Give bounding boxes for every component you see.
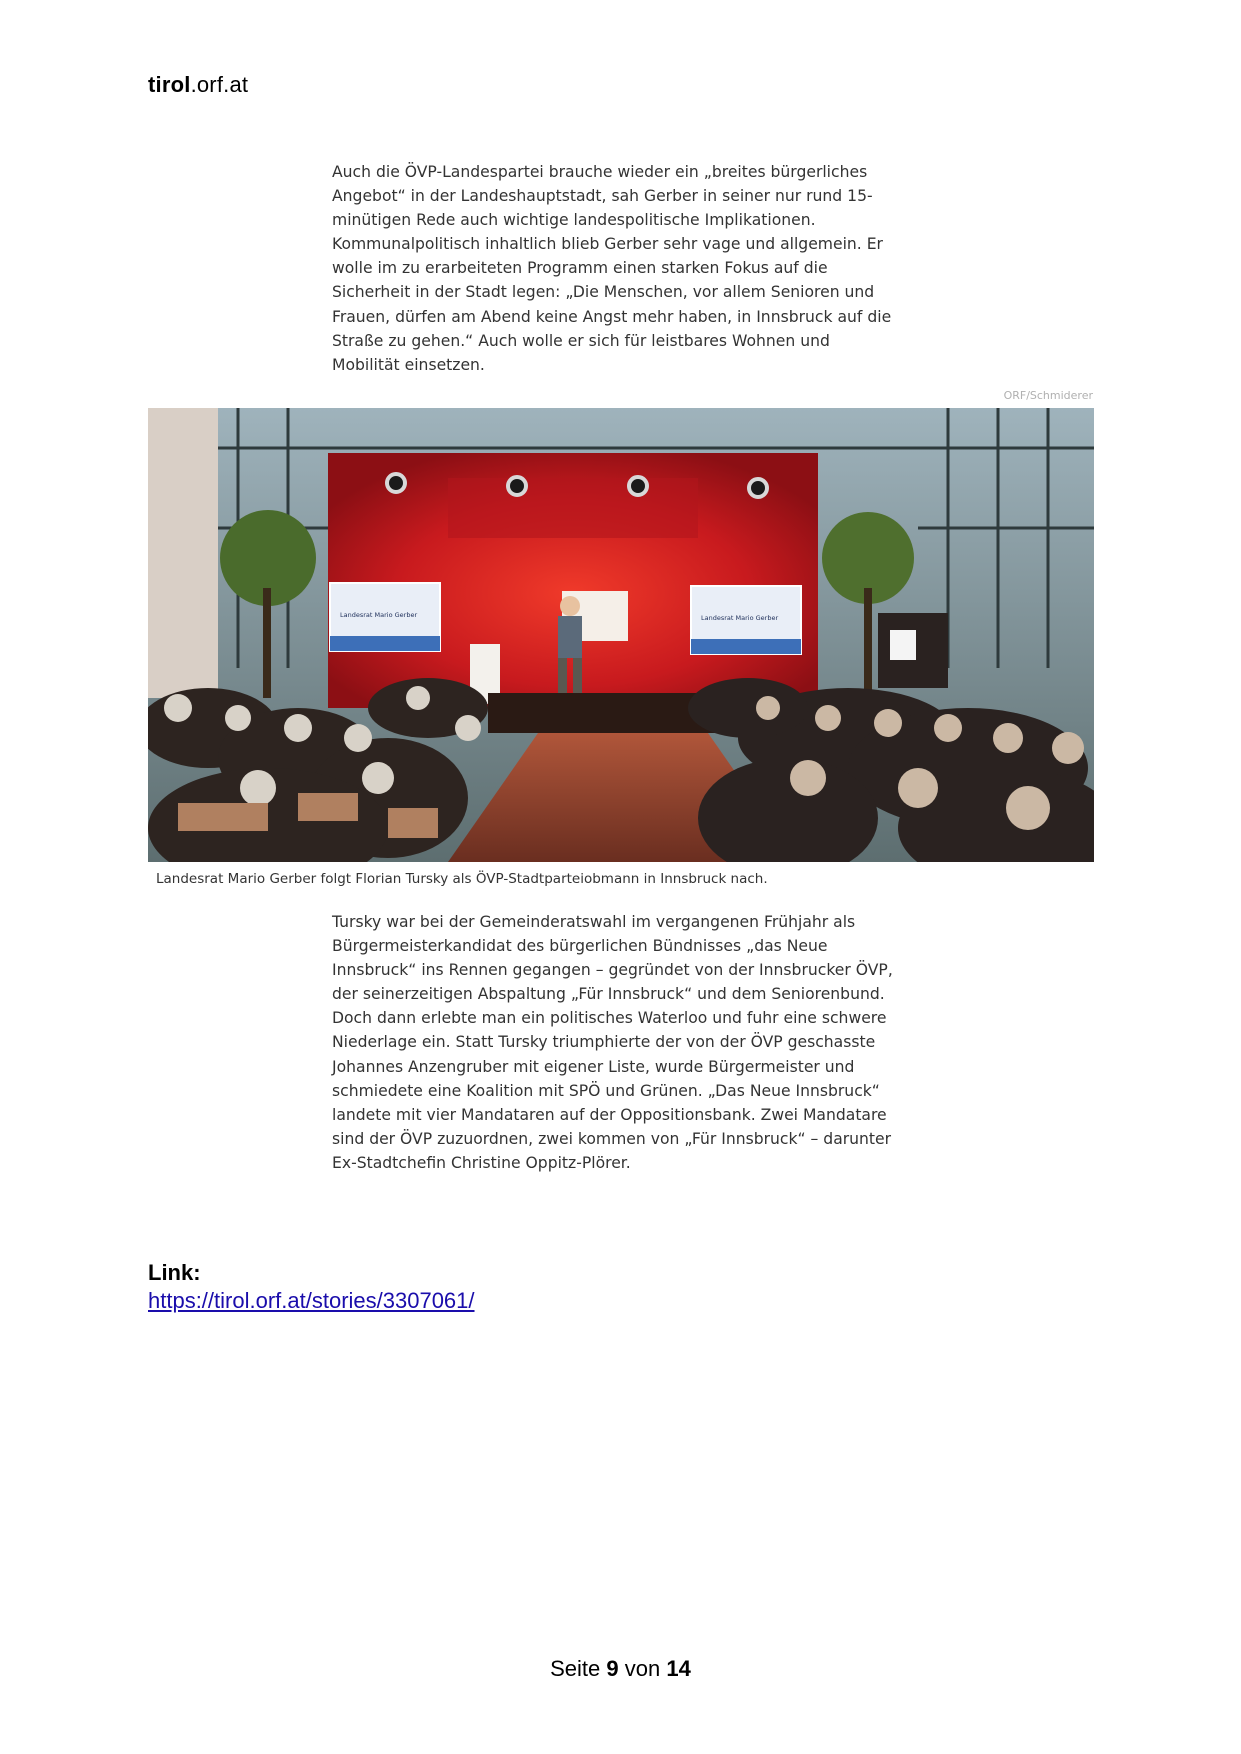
link-label: Link: [148, 1260, 201, 1285]
total-pages: 14 [666, 1656, 691, 1681]
screen-right-title: Landesrat Mario Gerber [701, 614, 779, 622]
article-paragraph-1: Auch die ÖVP-Landespartei brauche wieder ein „breites bürgerliches Angebot“ in der Landeshauptstadt, sah Gerber in seiner nur rund 15- minütigen Rede auch wichtige landespolitische Implikationen. Kommunalpolitisch inhaltlich blieb Gerber sehr vage und allgemein. Er wolle im zu erarbeiteten Programm einen starken Fokus auf die Sicherheit in der Stadt legen: „Die Menschen, vor allem Senioren und Frauen, dürfen am Abend keine Angst mehr haben, in Innsbruck auf die Straße zu gehen.“ Auch wolle er sich für leistbares Wohnen und Mobilität einsetzen. [332, 163, 892, 374]
current-page: 9 [606, 1656, 619, 1681]
screen-left-title: Landesrat Mario Gerber [340, 611, 418, 619]
logo-domain-part: .orf.at [190, 72, 249, 97]
photo-caption: Landesrat Mario Gerber folgt Florian Tursky als ÖVP-Stadtparteiobmann in Innsbruck nach. [156, 871, 768, 887]
logo-bold-part: tirol [148, 72, 191, 97]
article-paragraph-2: Tursky war bei der Gemeinderatswahl im vergangenen Frühjahr als Bürgermeisterkandidat des bürgerlichen Bündnisses „das Neue Innsbruck“ ins Rennen gegangen – gegründet von der Innsbrucker ÖVP, der seinerzeitigen Abspaltung „Für Innsbruck“ und dem Seniorenbund. Doch dann erlebte man ein politisches Waterloo und fuhr eine schwere Niederlage ein. Statt Tursky triumphierte der von der ÖVP geschasste Johannes Anzengruber mit eigener Liste, wurde Bürgermeister und schmiedete eine Koalition mit SPÖ und Grünen. „Das Neue Innsbruck“ landete mit vier Mandataren auf der Oppositionsbank. Zwei Mandatare sind der ÖVP zuzuordnen, zwei kommen von „Für Innsbruck“ – darunter Ex-Stadtchefin Christine Oppitz-Plörer. [332, 913, 893, 1172]
event-photo [148, 408, 1094, 862]
photo-credit: ORF/Schmiderer [1003, 389, 1093, 402]
source-link[interactable]: https://tirol.orf.at/stories/3307061/ [148, 1288, 475, 1313]
site-logo [148, 72, 248, 98]
page-prefix: Seite [550, 1656, 601, 1681]
page-separator: von [624, 1656, 661, 1681]
page-number [0, 1656, 1241, 1682]
